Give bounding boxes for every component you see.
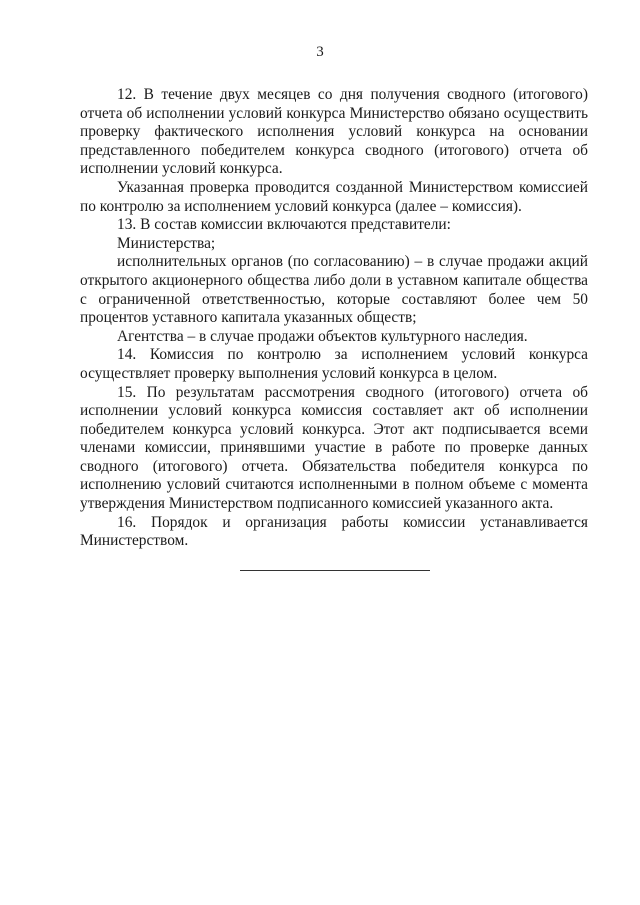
page-number: 3 [316, 44, 324, 60]
document-body [80, 86, 588, 551]
paragraph-executive-bodies: исполнительных органов (по согласованию) – в случае продажи акций открытого акционерного общества либо доли в уставном капитале общества с ограниченной ответственностью, которые составляют более чем 50 процентов уставного капитала указанных обществ; [80, 253, 588, 327]
paragraph-16: 16. Порядок и организация работы комиссии устанавливается Министерством. [80, 513, 588, 550]
paragraph-14: 14. Комиссия по контролю за исполнением условий конкурса осуществляет проверку выполнения условий конкурса в целом. [80, 346, 588, 382]
paragraph-agency: Агентства – в случае продажи объектов культурного наследия. [117, 327, 528, 345]
paragraph-ministry: Министерства; [117, 234, 216, 252]
paragraph-verification: Указанная проверка проводится созданной Министерством комиссией по контролю за исполнением условий конкурса (далее – комиссия). [80, 178, 588, 215]
paragraph-13: 13. В состав комиссии включаются представители: [117, 216, 451, 234]
paragraph-12: 12. В течение двух месяцев со дня получения сводного (итогового) отчета об исполнении условий конкурса Министерство обязано осуществить проверку фактического исполнения условий конкурса на основании представленного победителем конкурса сводного (итогового) отчета об исполнении условий конкурса. [80, 86, 588, 178]
paragraph-15: 15. По результатам рассмотрения сводного (итогового) отчета об исполнении условий конкурса комиссия составляет акт об исполнении победителем конкурса условий конкурса. Этот акт подписывается всеми членами комиссии, принявшими участие в работе по проверке данных сводного (итогового) отчета. Обязательства победителя конкурса по исполнению условий считаются исполненными в полном объеме с момента утверждения Министерством подписанного комиссией указанного акта. [80, 383, 588, 513]
end-separator-line [240, 570, 430, 571]
